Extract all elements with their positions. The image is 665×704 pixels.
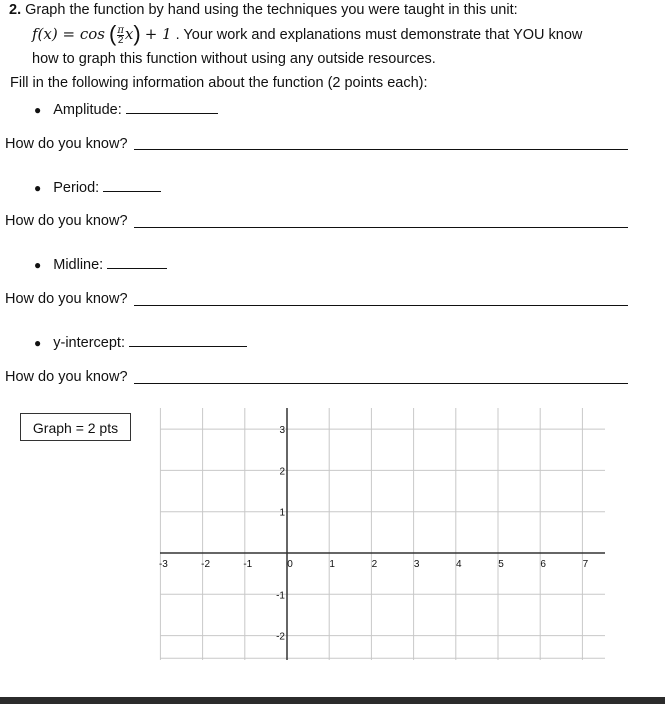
left-paren: (	[108, 21, 117, 46]
y-tick-labels	[276, 425, 285, 642]
x-variable: x	[124, 25, 134, 43]
period-label: Period:	[53, 180, 100, 196]
question-number: 2.	[9, 2, 22, 18]
right-paren: )	[133, 21, 141, 46]
x-tick-labels	[159, 559, 589, 570]
midline-followup: How do you know?	[5, 291, 128, 307]
function-lhs: f(x) = cos	[32, 25, 105, 43]
axes	[160, 408, 605, 660]
x-tick-label: -3	[158, 559, 168, 570]
x-tick-label: -2	[201, 559, 211, 570]
y-tick-label: 1	[279, 507, 285, 519]
x-tick-label: 5	[498, 559, 504, 570]
amplitude-label: Amplitude:	[53, 102, 122, 118]
x-tick-label: 1	[329, 559, 335, 570]
fraction-denominator: 2	[117, 34, 124, 46]
x-tick-label: 0	[287, 559, 293, 570]
fraction-numerator: π	[117, 24, 124, 36]
instruction-line-1: . Your work and explanations must demonstrate that YOU know	[175, 27, 583, 43]
period-followup: How do you know?	[5, 213, 128, 229]
y-tick-label: -2	[276, 631, 285, 643]
fill-in-instruction: Fill in the following information about the function (2 points each):	[10, 75, 428, 91]
x-tick-label: -1	[243, 559, 253, 570]
x-tick-label: 2	[371, 559, 378, 570]
x-tick-label: 7	[582, 559, 589, 570]
y-tick-label: 2	[279, 466, 285, 478]
amplitude-followup: How do you know?	[5, 136, 128, 152]
bullet-icon: ●	[34, 103, 42, 117]
y-tick-label: -1	[276, 590, 285, 602]
x-tick-label: 6	[540, 559, 546, 570]
x-tick-label: 3	[413, 559, 420, 570]
function-rhs: + 1	[144, 25, 172, 43]
y-tick-label: 3	[279, 425, 285, 437]
grid-lines	[160, 408, 605, 660]
y-intercept-followup: How do you know?	[5, 369, 128, 385]
bullet-icon: ●	[34, 181, 42, 195]
bullet-icon: ●	[34, 336, 42, 350]
question-prompt: Graph the function by hand using the techniques you were taught in this unit:	[25, 2, 518, 18]
graph-points-label: Graph = 2 pts	[20, 413, 131, 441]
instruction-line-2: how to graph this function without using any outside resources.	[32, 51, 436, 67]
bottom-bar	[0, 697, 665, 704]
y-intercept-label: y-intercept:	[53, 335, 125, 351]
bullet-icon: ●	[34, 258, 42, 272]
midline-label: Midline:	[53, 257, 104, 273]
x-tick-label: 4	[456, 559, 462, 570]
